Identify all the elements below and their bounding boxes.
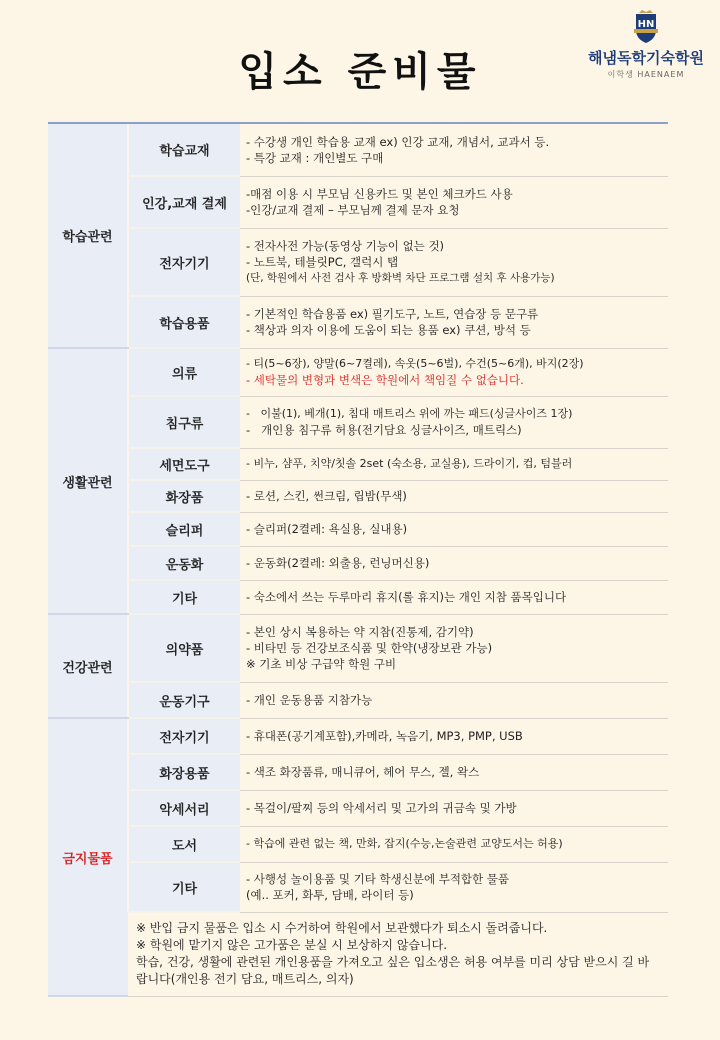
item-label: 기타 [128, 862, 240, 912]
item-label: 침구류 [128, 396, 240, 448]
item-label: 세면도구 [128, 448, 240, 480]
table-row [48, 862, 668, 912]
item-label: 운동화 [128, 546, 240, 580]
logo-subtitle: 이학생 HAENAEM [607, 70, 685, 79]
item-label: 운동기구 [128, 682, 240, 718]
item-description: - 색조 화장품류, 매니큐어, 헤어 무스, 젤, 왁스 [240, 754, 668, 790]
table-row [48, 348, 668, 396]
shield-icon [628, 10, 664, 46]
table-row [48, 448, 668, 480]
notice-box [128, 912, 668, 996]
item-description: - 티(5~6장), 양말(6~7켤레), 속옷(5~6벌), 수건(5~6개), 바지(2장) - 세탁물의 변형과 변색은 학원에서 책임질 수 없습니다. [240, 348, 668, 396]
table-row [48, 718, 668, 754]
item-label: 기타 [128, 580, 240, 614]
item-label: 화장용품 [128, 754, 240, 790]
item-label: 학습교재 [128, 124, 240, 176]
table-row [48, 754, 668, 790]
item-description: - 슬리퍼(2켤레: 욕실용, 실내용) [240, 512, 668, 546]
table-row [48, 228, 668, 296]
item-label: 슬리퍼 [128, 512, 240, 546]
item-label: 화장품 [128, 480, 240, 512]
table-row [48, 296, 668, 348]
table-row [48, 396, 668, 448]
item-description: - 개인 운동용품 지참가능 [240, 682, 668, 718]
item-description: - 로션, 스킨, 썬크림, 립밤(무색) [240, 480, 668, 512]
item-label: 전자기기 [128, 228, 240, 296]
category-study: 학습관련 [48, 124, 128, 348]
table-row [48, 124, 668, 176]
table-row [48, 546, 668, 580]
notice-line: ※ 반입 금지 물품은 입소 시 수거하여 학원에서 보관했다가 퇴소시 돌려줍니다. [136, 921, 548, 936]
item-label: 인강,교재 결제 [128, 176, 240, 228]
item-description: - 수강생 개인 학습용 교재 ex) 인강 교재, 개념서, 교과서 등. - 특강 교재 : 개인별도 구매 [240, 124, 668, 176]
item-description: - 비누, 샴푸, 치약/칫솔 2set (숙소용, 교실용), 드라이기, 컵, 텀블러 [240, 448, 668, 480]
logo-name: 해냄독학기숙학원 [588, 49, 704, 67]
item-description: - 본인 상시 복용하는 약 지참(진통제, 감기약) - 비타민 등 건강보조식품 및 한약(냉장보관 가능) ※ 기초 비상 구급약 학원 구비 [240, 614, 668, 682]
item-description: -매점 이용 시 부모님 신용카드 및 본인 체크카드 사용 -인강/교재 결제 – 부모님께 결제 문자 요청 [240, 176, 668, 228]
item-description: - 목걸이/팔찌 등의 악세서리 및 고가의 귀금속 및 가방 [240, 790, 668, 826]
table-row [48, 826, 668, 862]
category-health: 건강관련 [48, 614, 128, 718]
page-title: 입소 준비물 [238, 49, 482, 95]
item-label: 도서 [128, 826, 240, 862]
table-row [48, 614, 668, 682]
table-row [48, 480, 668, 512]
item-description: - 기본적인 학습용품 ex) 필기도구, 노트, 연습장 등 문구류 - 책상과 의자 이용에 도움이 되는 용품 ex) 쿠션, 방석 등 [240, 296, 668, 348]
svg-text:HN: HN [637, 19, 655, 30]
item-description: - 이불(1), 베개(1), 침대 매트리스 위에 까는 패드(싱글사이즈 1장) - 개인용 침구류 허용(전기담요 싱글사이즈, 매트릭스) [240, 396, 668, 448]
academy-logo [576, 10, 716, 80]
item-label: 악세서리 [128, 790, 240, 826]
item-label: 의류 [128, 348, 240, 396]
item-label: 전자기기 [128, 718, 240, 754]
item-label: 학습용품 [128, 296, 240, 348]
table-row [48, 790, 668, 826]
item-description: - 학습에 관련 없는 책, 만화, 잡지(수능,논술관련 교양도서는 허용) [240, 826, 668, 862]
table-row [48, 580, 668, 614]
item-description: - 휴대폰(공기계포함),카메라, 녹음기, MP3, PMP, USB [240, 718, 668, 754]
item-description: - 사행성 놀이용품 및 기타 학생신분에 부적합한 물품 (예.. 포커, 화투, 담배, 라이터 등) [240, 862, 668, 912]
table-row [48, 512, 668, 546]
category-prohibited: 금지물품 [48, 718, 128, 996]
item-label: 의약품 [128, 614, 240, 682]
notice-line: ※ 학원에 맡기지 않은 고가품은 분실 시 보상하지 않습니다. [136, 938, 448, 953]
item-description: - 전자사전 가능(동영상 기능이 없는 것) - 노트북, 테블릿PC, 갤럭시 탭 (단, 학원에서 사전 검사 후 방화벽 차단 프로그램 설치 후 사용가능) [240, 228, 668, 296]
item-description: - 숙소에서 쓰는 두루마리 휴지(롤 휴지)는 개인 지참 품목입니다 [240, 580, 668, 614]
table-row [48, 682, 668, 718]
category-living: 생활관련 [48, 348, 128, 614]
table-row [48, 176, 668, 228]
table-row [48, 912, 668, 996]
supplies-table [48, 122, 668, 997]
item-description: - 운동화(2켤레: 외출용, 런닝머신용) [240, 546, 668, 580]
notice-line: 학습, 건강, 생활에 관련된 개인용품을 가져오고 싶은 입소생은 허용 여부를 미리 상담 받으시 길 바랍니다(개인용 전기 담요, 매트리스, 의자) [136, 955, 650, 987]
